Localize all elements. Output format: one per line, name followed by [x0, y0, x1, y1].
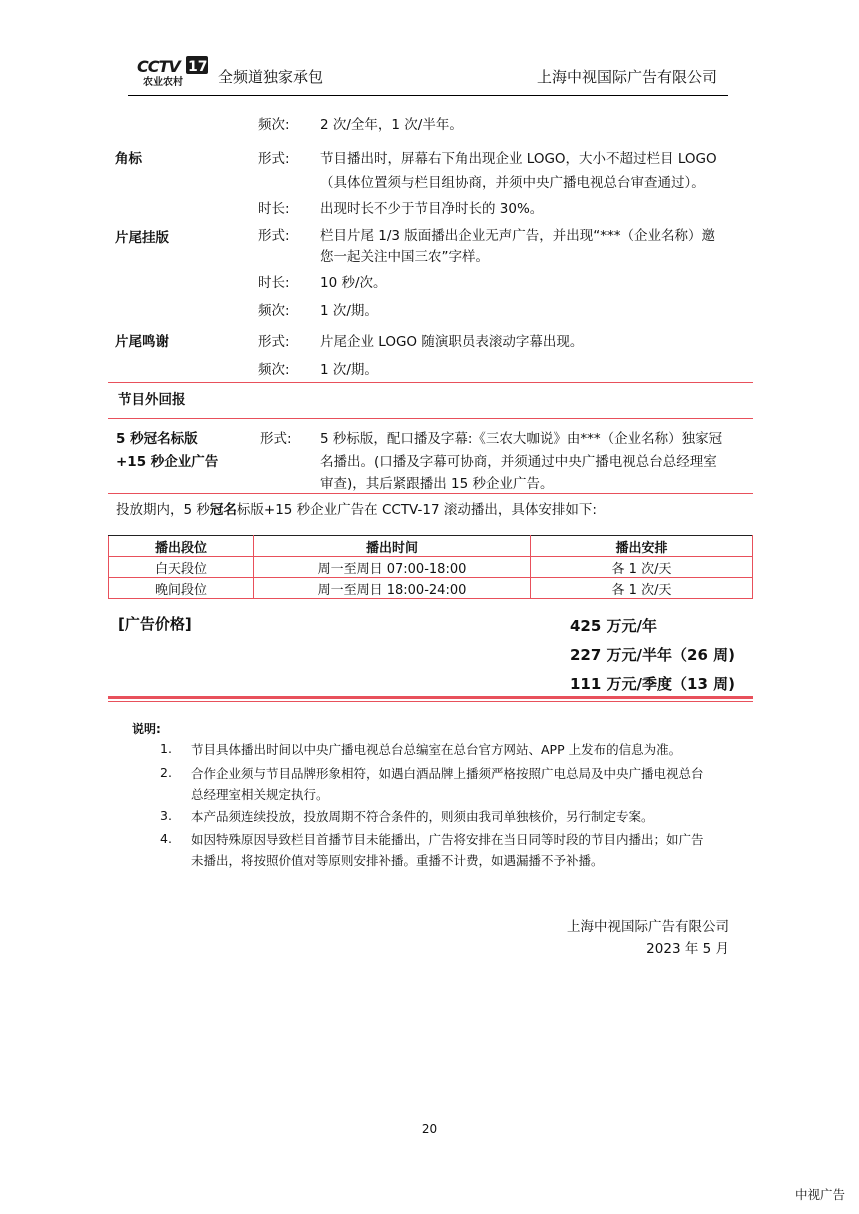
- signature-company: 上海中视国际广告有限公司: [567, 919, 729, 935]
- price-label: [广告价格]: [118, 615, 192, 633]
- table-row: [109, 557, 753, 578]
- table-cell: 周一至周日 07:00-18:00: [254, 557, 531, 578]
- price-line: 425 万元/年: [570, 617, 658, 635]
- row-text: 节目播出时，屏幕右下角出现企业 LOGO，大小不超过栏目 LOGO: [320, 151, 717, 167]
- table-cell: 白天段位: [109, 557, 254, 578]
- price-line: 111 万元/季度（13 周): [570, 675, 735, 693]
- logo-sub: 农业农村: [143, 77, 183, 87]
- red-thick-rule: [108, 696, 753, 699]
- row-label: 形式:: [258, 228, 290, 244]
- crown-text: 审查)，其后紧跟播出 15 秒企业广告。: [320, 476, 554, 492]
- schedule-table: [108, 535, 753, 599]
- section-title: 角标: [115, 151, 142, 167]
- row-text: 1 次/期。: [320, 362, 378, 378]
- note-number: 2.: [160, 765, 172, 780]
- row-text: （具体位置须与栏目组协商，并须中央广播电视总台审查通过）。: [320, 175, 705, 191]
- divider: [108, 493, 753, 494]
- crown-text: 5 秒标版，配口播及字幕:《三农大咖说》由***（企业名称）独家冠: [320, 431, 723, 447]
- table-cell: 各 1 次/天: [531, 557, 753, 578]
- crown-title: +15 秒企业广告: [116, 454, 219, 470]
- row-label: 时长:: [258, 275, 290, 291]
- note-text: 本产品须连续投放，投放周期不符合条件的，则须由我司单独核价，另行制定专案。: [191, 809, 654, 824]
- column-header: 播出安排: [531, 536, 753, 557]
- corner-watermark: 中视广告: [794, 1187, 845, 1202]
- table-cell: 晚间段位: [109, 578, 254, 599]
- note-text: 未播出，将按照价值对等原则安排补播。重播不计费，如遇漏播不予补播。: [191, 853, 604, 868]
- row-label: 频次:: [258, 303, 290, 319]
- row-label: 形式:: [258, 334, 290, 350]
- row-text: 1 次/期。: [320, 303, 378, 319]
- header-rule: [128, 95, 728, 96]
- row-label: 频次:: [258, 362, 290, 378]
- header-company: 上海中视国际广告有限公司: [536, 68, 717, 86]
- row-label: 时长:: [258, 201, 290, 217]
- table-header-row: [109, 536, 753, 557]
- red-thin-rule: [108, 701, 753, 702]
- page-number: 20: [421, 1122, 438, 1136]
- svg-text:CCTV: CCTV: [137, 57, 180, 76]
- signature-date: 2023 年 5 月: [646, 941, 729, 957]
- section-title: 片尾挂版: [115, 230, 169, 246]
- header-left-title: 全频道独家承包: [218, 68, 324, 86]
- schedule-intro: 投放期内，5 秒冠名标版+15 秒企业广告在 CCTV-17 滚动播出，具体安排如下:: [116, 502, 597, 518]
- divider: [108, 418, 753, 419]
- note-number: 3.: [160, 808, 172, 823]
- crown-text: 名播出。(口播及字幕可协商，并须通过中央广播电视总台总经理室: [320, 454, 717, 470]
- section-title: 片尾鸣谢: [115, 334, 169, 350]
- table-row: [109, 578, 753, 599]
- price-line: 227 万元/半年（26 周): [570, 646, 735, 664]
- divider: [108, 382, 753, 383]
- row-text: 2 次/全年，1 次/半年。: [320, 117, 463, 133]
- row-label: 形式:: [260, 431, 292, 447]
- note-number: 1.: [160, 741, 172, 756]
- row-label: 形式:: [258, 151, 290, 167]
- row-text: 10 秒/次。: [320, 275, 387, 291]
- row-text: 片尾企业 LOGO 随演职员表滚动字幕出现。: [320, 334, 584, 350]
- note-text: 合作企业须与节目品牌形象相符，如遇白酒品牌上播须严格按照广电总局及中央广播电视总台: [191, 766, 704, 781]
- crown-title: 5 秒冠名标版: [116, 431, 198, 447]
- note-text: 节目具体播出时间以中央广播电视总台总编室在总台官方网站、APP 上发布的信息为准。: [191, 742, 682, 757]
- note-number: 4.: [160, 831, 172, 846]
- table-cell: 各 1 次/天: [531, 578, 753, 599]
- note-text: 总经理室相关规定执行。: [191, 787, 329, 802]
- notes-title: 说明:: [132, 722, 161, 736]
- note-text: 如因特殊原因导致栏目首播节目未能播出，广告将安排在当日同等时段的节目内播出；如广告: [191, 832, 704, 847]
- cctv17-logo: [137, 55, 211, 87]
- section-title: 节目外回报: [118, 392, 186, 408]
- row-text: 出现时长不少于节目净时长的 30%。: [320, 201, 544, 217]
- row-text: 栏目片尾 1/3 版面播出企业无声广告，并出现“***（企业名称）邀: [320, 228, 716, 244]
- column-header: 播出段位: [109, 536, 254, 557]
- row-text: 您一起关注中国三农”字样。: [320, 249, 489, 265]
- svg-text:17: 17: [188, 59, 208, 75]
- column-header: 播出时间: [254, 536, 531, 557]
- table-cell: 周一至周日 18:00-24:00: [254, 578, 531, 599]
- row-label: 频次:: [258, 117, 290, 133]
